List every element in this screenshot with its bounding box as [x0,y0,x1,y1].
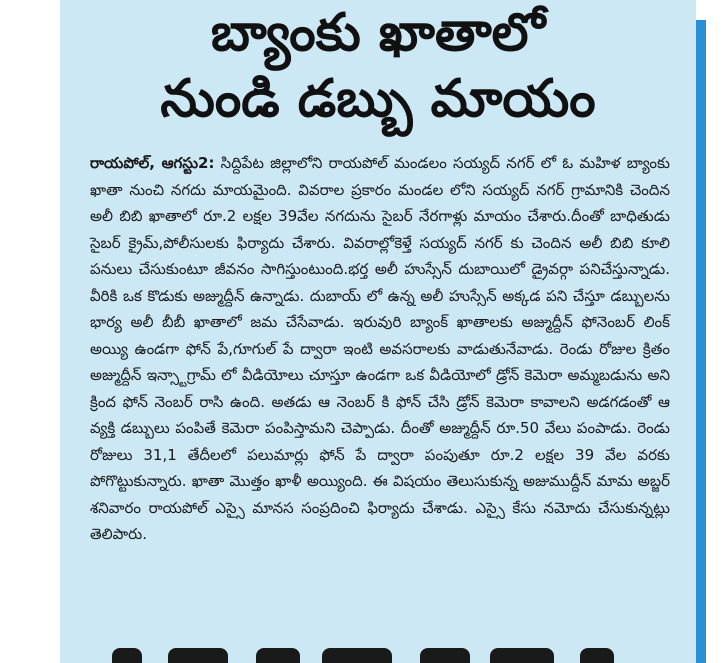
headline-line-2: నుండి డబ్బు మాయం [160,69,596,129]
headline-glyph-fragment [420,648,470,663]
news-article [60,0,696,663]
headline-glyph-fragment [322,648,392,663]
headline-glyph-fragment [112,648,142,663]
headline-glyph-fragment [490,648,554,663]
page-right-margin [696,0,727,663]
next-article-headline-fragment [60,648,696,663]
headline-line-1: బ్యాంకు ఖాతాలో [210,3,546,63]
headline-glyph-fragment [256,648,300,663]
article-body-text: సిద్దిపేట జిల్లాలోని రాయపోల్ మండలం సయ్యద్ నగర్ లో ఓ మహిళ బ్యాంకు ఖాతా నుంచి నగదు మాయమైంది. వివరాల ప్రకారం మండల లోని సయ్యద్ నగర్ గ్రామానికి చెందిన అలీ బిబి ఖాతాలో రూ.2 లక్షల 39వేల నగదును సైబర్ నేరగాళ్లు మాయం చేశారు.దీంతో బాధితుడు సైబర్ క్రైమ్,పోలీసులకు ఫిర్యాదు చేశారు. వివరాల్లోకెళ్తే సయ్యద్ నగర్ కు చెందిన అలీ బిబి కూలి పనులు చేసుకుంటూ జీవనం సాగిస్తుంటుంది.భర్త అలీ హుస్సేన్ దుబాయిలో డ్రైవర్గా పనిచేస్తున్నాడు. వీరికి ఒక కొడుకు అజ్ముద్దీన్ ఉన్నాడు. దుబాయ్ లో ఉన్న అలీ హుస్సేన్ అక్కడ పని చేస్తూ డబ్బులను భార్య అలీ బీబీ ఖాతాలో జమ చేసేవాడు. ఇరువురి బ్యాంక్ ఖాతాలకు అజ్ముద్దీన్ ఫోనెంబర్ లింక్ అయ్యి ఉండగా ఫోన్ పే,గూగుల్ పే ద్వారా ఇంటి అవసరాలకు వాడుతునేవాడు. రెండు రోజుల క్రితం అజ్ముద్దీన్ ఇన్స్టాగ్రామ్ లో వీడియోలు చూస్తూ ఉండగా ఒక వీడియోలో డ్రోన్ కెమెరా అమ్మబడును అని క్రింద ఫోన్ నెంబర్ రాసి ఉంది. అతడు ఆ నెంబర్ కి ఫోన్ చేసి డ్రోన్ కెమెరా కావాలని అడగడంతో ఆ వ్యక్తి డబ్బులు పంపితే కెమెరా పంపిస్తామని చెప్పాడు. దీంతో అజ్ముద్దీన్ రూ.50 వేలు పంపాడు. రెండు రోజులు 31,1 తేదీలలో పలుమార్లు ఫోన్ పే ద్వారా పంపుతూ రూ.2 లక్షల 39 వేల వరకు పోగొట్టుకున్నారు. ఖాతా మొత్తం ఖాళీ అయ్యింది. ఈ విషయం తెలుసుకున్న అజుముద్దీన్ మామ అబ్జర్ శనివారం రాయపోల్ ఎస్సై మానస సంప్రదించి ఫిర్యాదు చేశాడు. ఎస్సై కేసు నమోదు చేసుకున్నట్లు తెలిపారు. [90,154,670,543]
article-body [90,150,670,548]
headline-glyph-fragment [168,648,228,663]
accent-bar [696,20,706,663]
dateline: రాయపోల్, ఆగస్టు2: [90,154,215,172]
headline-glyph-fragment [580,648,614,663]
